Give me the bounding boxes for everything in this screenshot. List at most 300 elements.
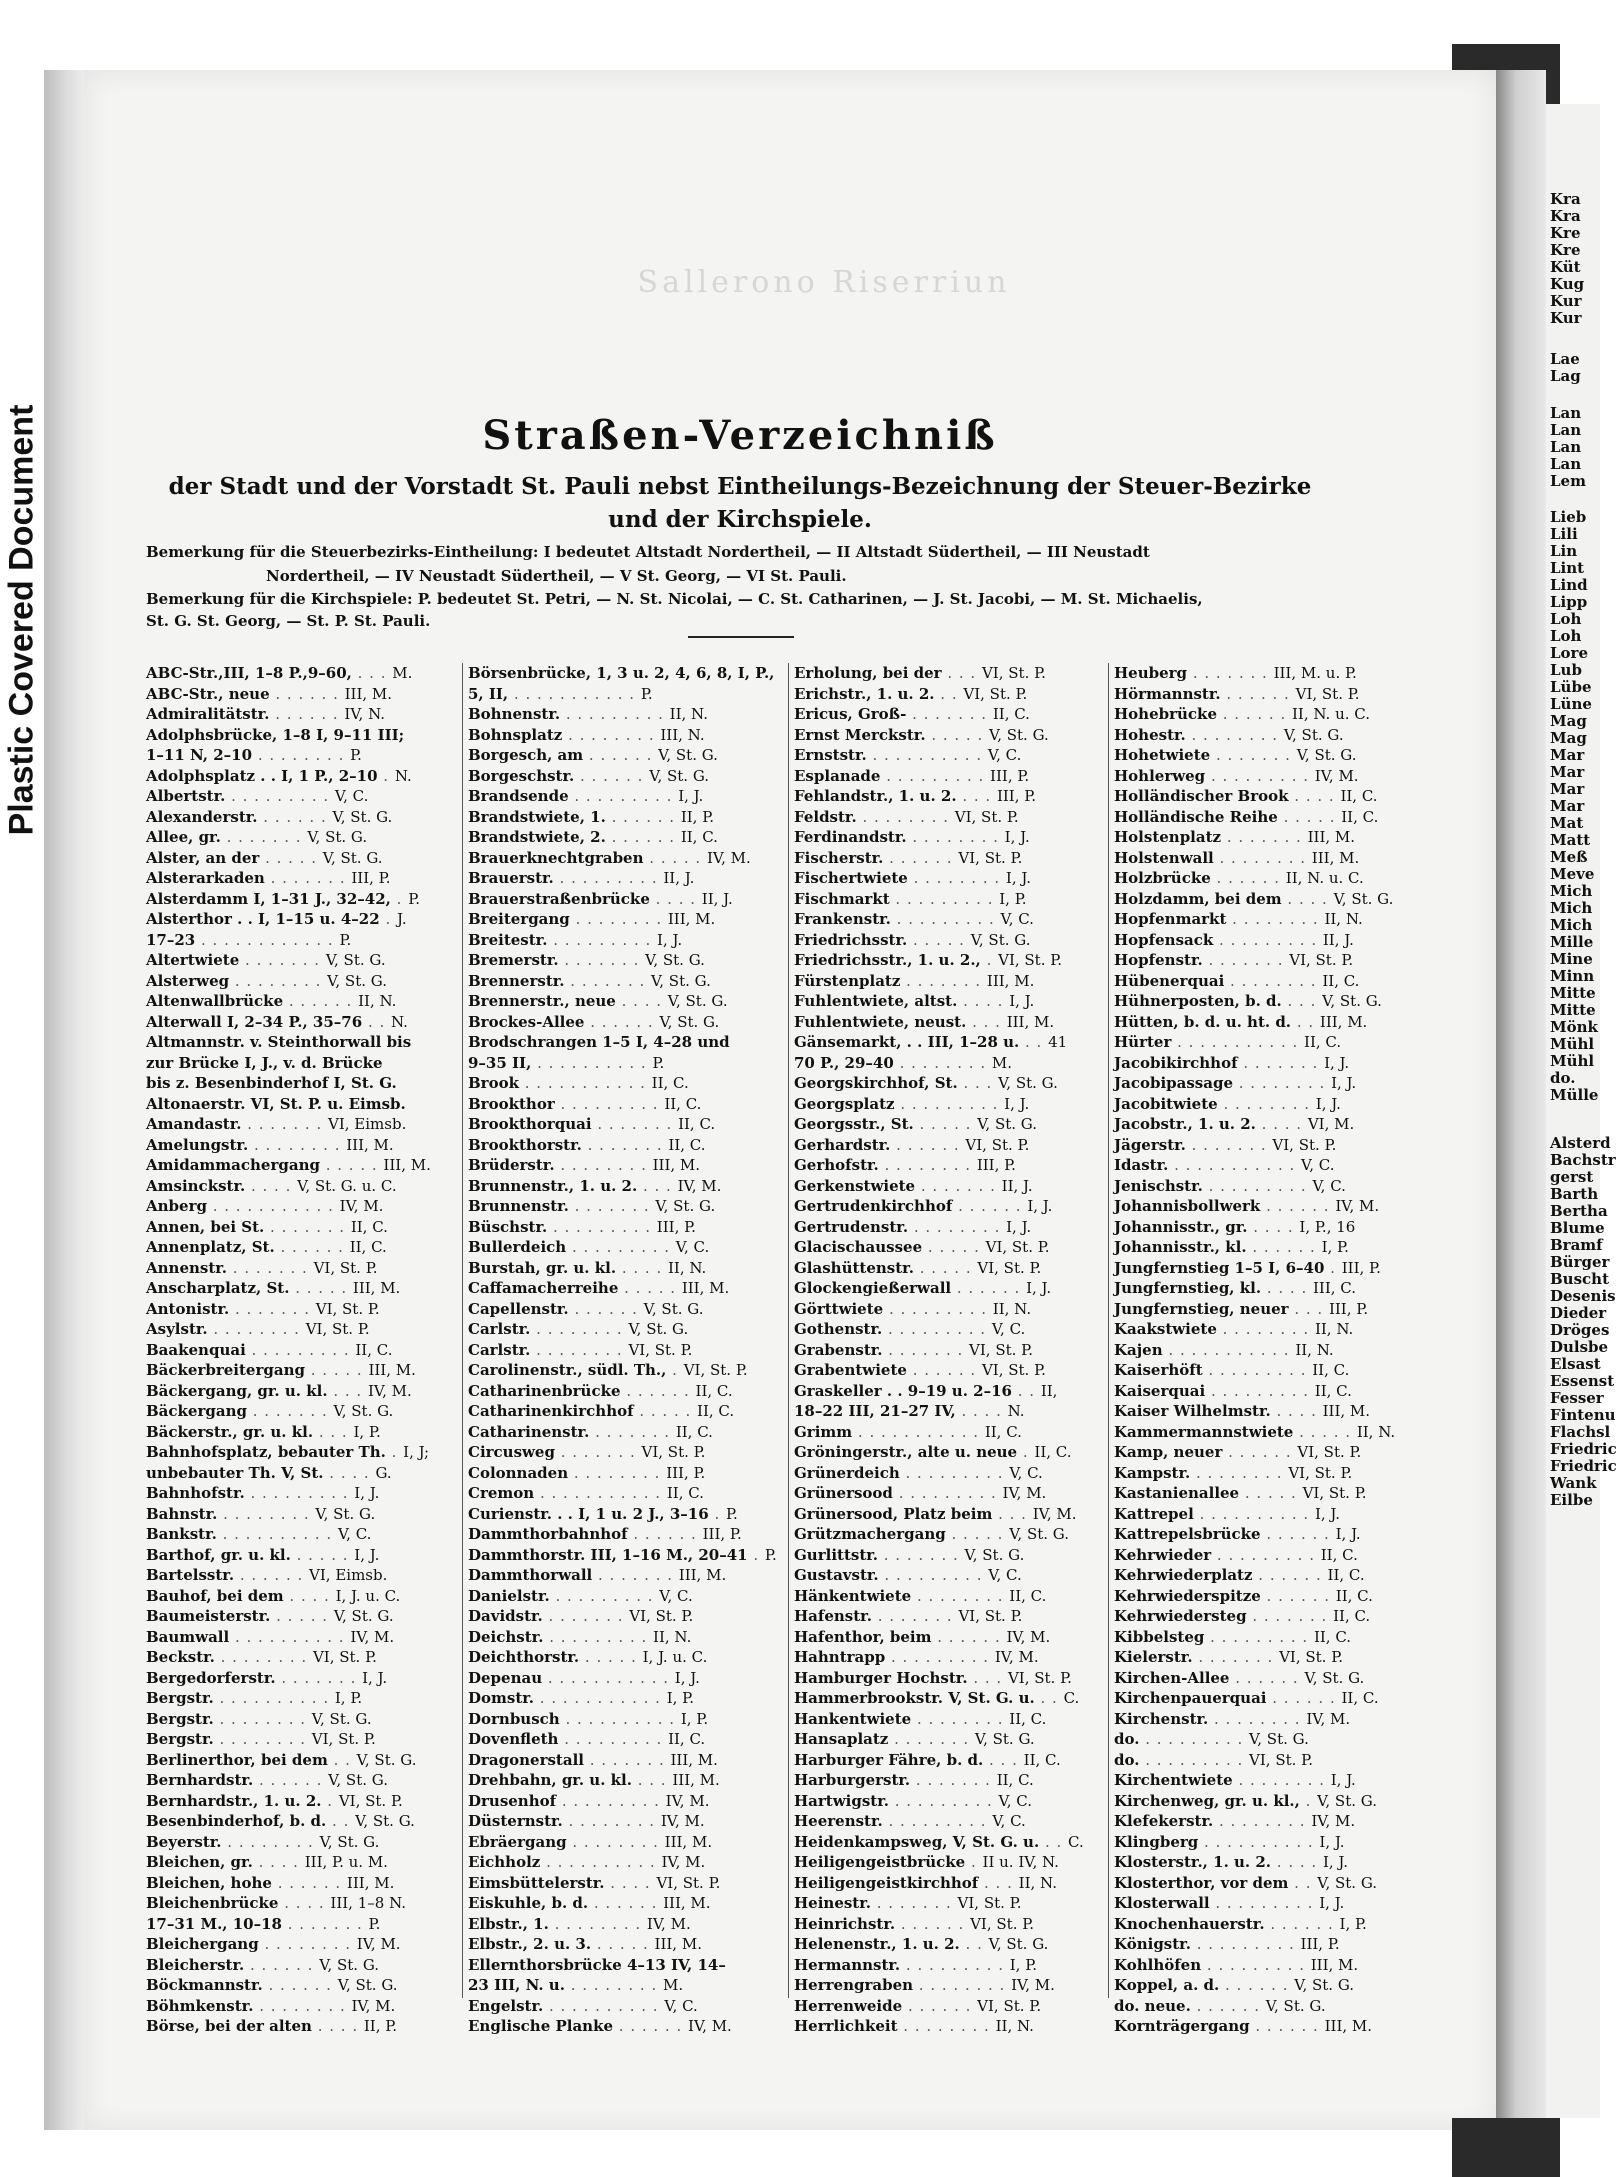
street-entry [146, 1176, 462, 1197]
leader-dots: . . . . . . . [915, 1176, 1002, 1195]
district-code: III, M. [1006, 1012, 1055, 1031]
district-code: N. [391, 1012, 408, 1031]
street-name: Hopfenstr. [1114, 951, 1203, 969]
district-code: VI, St. P. [954, 807, 1019, 826]
street-entry [794, 1114, 1110, 1135]
leader-dots: . . . . . [907, 930, 971, 949]
leader-dots: . . . . . . [1260, 1197, 1336, 1215]
street-entry [1114, 725, 1430, 746]
district-code: VI, St. P. [977, 1996, 1042, 2015]
street-entry [794, 1053, 1110, 1074]
leader-dots: . . . . . . . . [911, 1709, 1010, 1728]
leader-dots: . . . . . . . . [554, 1156, 653, 1174]
street-name: Hohestr. [1114, 725, 1186, 744]
district-code: III, M. [670, 1750, 718, 1769]
street-name: Altmannstr. v. Steinthorwall bis [146, 1033, 412, 1051]
leader-dots: . . . . . . . . [213, 1709, 312, 1728]
district-code: II, P. [680, 807, 715, 826]
street-name: Dragonerstall [468, 1750, 584, 1769]
street-name: Hammerbrookstr. V, St. G. u. [794, 1689, 1035, 1707]
district-code: IV, M. [1006, 1627, 1051, 1646]
street-name: Hahntrapp [794, 1648, 886, 1666]
leader-dots: . . . [956, 787, 997, 805]
street-entry [468, 1217, 784, 1238]
street-name: Allee, gr. [146, 828, 221, 846]
street-entry [1114, 1668, 1430, 1689]
leader-dots: . . . [957, 1074, 999, 1092]
district-code: VI, St. P. [305, 1320, 370, 1338]
leader-dots: . . . . . . . [264, 869, 352, 887]
street-name: Borgeschstr. [468, 766, 575, 785]
street-entry [146, 991, 462, 1012]
street-entry [1114, 1012, 1430, 1033]
district-code: II, N. u. C. [1285, 869, 1364, 887]
next-page-fragment: Lübe [1550, 678, 1592, 696]
leader-dots: . . [327, 1750, 357, 1769]
street-entry [794, 1688, 1110, 1709]
street-name: Heiligengeistkirchhof [794, 1873, 979, 1892]
leader-dots: . . . . . . . . . [549, 1586, 660, 1605]
district-code: I, J. [1335, 1525, 1361, 1543]
street-entry [1114, 807, 1430, 828]
district-code: II, C. [1341, 807, 1379, 826]
street-entry [146, 909, 462, 930]
leader-dots: . . . [966, 1012, 1007, 1031]
street-name: Hopfenmarkt [1114, 910, 1227, 928]
leader-dots: . . . . . . [895, 1914, 971, 1933]
street-name: 70 P., 29–40 [794, 1053, 894, 1072]
district-code: II, J. [1322, 930, 1354, 949]
street-entry [468, 1155, 784, 1176]
leader-dots: . . . . . . . . . [1205, 1381, 1315, 1400]
leader-dots: . . . . . . [1252, 1566, 1328, 1584]
leader-dots: . . . . . . . . . [556, 1791, 666, 1810]
street-name: Hohetwiete [1114, 746, 1211, 764]
street-name: Jungfernstieg 1–5 I, 6–40 [1114, 1258, 1325, 1277]
street-entry [146, 1422, 462, 1443]
street-entry [1114, 1914, 1430, 1935]
street-entry [794, 1278, 1110, 1299]
street-entry [1114, 1237, 1430, 1258]
district-code: II, C. [680, 828, 718, 846]
street-name: Bäckergang [146, 1402, 247, 1420]
street-name: Bernhardstr., 1. u. 2. [146, 1791, 322, 1810]
leader-dots: . . . . . . . [1202, 951, 1290, 969]
book-gutter [1496, 70, 1546, 2130]
district-code: III, M. [1310, 1955, 1359, 1974]
street-name: Altonaerstr. VI, St. P. u. Eimsb. [146, 1094, 406, 1113]
street-name: Alterwall I, 2–34 P., 35–76 [146, 1012, 363, 1031]
street-entry [146, 1975, 462, 1996]
district-code: P. [339, 930, 352, 949]
district-code: 41 [1048, 1033, 1068, 1051]
street-entry [146, 1504, 462, 1525]
street-entry [146, 1340, 462, 1361]
street-name: Fuhlentwiete, altst. [794, 992, 958, 1010]
street-name: Brauerknechtgraben [468, 848, 644, 867]
district-code: V, St. G. [1296, 746, 1357, 764]
district-code: V, St. G. [1009, 1525, 1070, 1543]
street-name: Harburgerstr. [794, 1771, 911, 1789]
street-entry [146, 1319, 462, 1340]
leader-dots: . . . . . . [262, 1976, 338, 1994]
district-code: IV, M. [1002, 1484, 1047, 1502]
street-name: Bahnhofstr. [146, 1484, 245, 1502]
street-name: Breitestr. [468, 930, 548, 949]
district-code: III, P. [666, 1463, 706, 1482]
district-code: IV, M. [1311, 1812, 1356, 1830]
street-column-2 [468, 663, 784, 2035]
street-name: Baakenquai [146, 1340, 246, 1359]
street-entry [468, 766, 784, 787]
street-entry [146, 1545, 462, 1566]
district-code: II, C. [1322, 971, 1360, 990]
street-entry [468, 868, 784, 889]
next-page-fragment: Kur [1550, 292, 1582, 310]
leader-dots: . . . . . . [1266, 1689, 1342, 1707]
street-name: Hamburger Hochstr. [794, 1668, 968, 1687]
leader-dots: . . . . . . . . . [1201, 1955, 1311, 1974]
district-code: III, M. u. P. [1273, 664, 1357, 682]
leader-dots: . . [1034, 1689, 1064, 1707]
street-entry [468, 1258, 784, 1279]
district-code: II, C. [666, 1484, 704, 1502]
street-entry [1114, 1893, 1430, 1914]
street-entry [468, 1073, 784, 1094]
district-code: V, St. G. [1283, 725, 1344, 744]
street-name: Klosterwall [1114, 1894, 1210, 1912]
street-name: Amelungstr. [146, 1135, 249, 1154]
leader-dots: . . . . . . [1222, 1443, 1298, 1461]
district-code: V, St. G. [356, 1750, 417, 1769]
next-page-fragment: Loh [1550, 627, 1582, 645]
street-entry [146, 1668, 462, 1689]
street-entry [794, 1442, 1110, 1463]
next-page-fragment: Lan [1550, 438, 1582, 456]
district-code: VI, St. P. [313, 1258, 378, 1277]
leader-dots: . . . . . . . [542, 1607, 630, 1625]
next-page-fragment: Lipp [1550, 593, 1588, 611]
leader-dots: . . . . . . . . . . . [542, 1668, 675, 1687]
district-code: V, St. G. [658, 746, 718, 764]
street-name: Brookthor [468, 1094, 555, 1113]
street-entry [146, 868, 462, 889]
street-entry [1114, 1442, 1430, 1463]
street-name: Eiskuhle, b. d. [468, 1894, 589, 1912]
leader-dots: . . . [327, 1381, 368, 1400]
leader-dots: . . . . . . . [888, 1730, 975, 1748]
street-entry [146, 1381, 462, 1402]
leader-dots: . . . . . . . . [1224, 971, 1323, 990]
street-entry [468, 1914, 784, 1935]
street-name: do. neue. [1114, 1996, 1191, 2015]
leader-dots: . . . . . . [1264, 1914, 1340, 1933]
street-entry [794, 1463, 1110, 1484]
leader-dots: . . . . . . . . . [899, 1463, 1010, 1482]
leader-dots: . . . . . . [1217, 705, 1292, 723]
district-code: III, M. [667, 910, 716, 928]
leader-dots: . . . . . . [244, 1955, 320, 1974]
street-entry [146, 1032, 462, 1053]
street-name: Annen, bei St. [146, 1217, 265, 1236]
district-code: I, J. [1005, 869, 1031, 887]
district-code: III, M. [654, 1935, 702, 1953]
bleedthrough-title: Sallerono Riserriun [637, 265, 1011, 300]
street-name: Amidammachergang [146, 1156, 320, 1174]
district-code: I, J. [1314, 1504, 1341, 1523]
street-name: Kehrwieder [1114, 1545, 1212, 1564]
leader-dots: . . . . . . . [1187, 664, 1274, 682]
district-code: III, M. [383, 1156, 431, 1174]
next-page-fragment: Mine [1550, 950, 1593, 968]
street-name: Fischmarkt [794, 889, 890, 908]
street-entry [794, 725, 1110, 746]
district-code: V, St. G. [325, 951, 386, 969]
district-code: M. [662, 1976, 684, 1994]
district-code: VI, St. P. [970, 1914, 1035, 1933]
next-page-fragment: Lin [1550, 542, 1578, 560]
leader-dots: . . . . . . . . . . . [518, 1074, 652, 1092]
leader-dots: . . . . . . . . . [568, 787, 679, 805]
street-name: Circusweg [468, 1443, 555, 1461]
next-page-fragment: Mich [1550, 899, 1593, 917]
street-entry [1114, 1258, 1430, 1279]
street-entry [794, 1422, 1110, 1443]
street-name: Englische Planke [468, 2017, 614, 2035]
street-entry [794, 868, 1110, 889]
title-rule [688, 636, 794, 638]
next-page-fragment: Mich [1550, 882, 1593, 900]
district-code: III, M. [1307, 828, 1356, 846]
street-entry [468, 1586, 784, 1607]
district-code: III, M. [678, 1566, 727, 1584]
district-code: III, M. [1324, 2017, 1373, 2035]
leader-dots: . . . . . [945, 1525, 1010, 1543]
leader-dots: . . . . . [633, 1402, 698, 1420]
district-code: I, J. [674, 1668, 700, 1687]
street-entry [794, 1770, 1110, 1791]
street-entry [468, 1606, 784, 1627]
street-entry [468, 1668, 784, 1689]
street-name: Hörmannstr. [1114, 684, 1221, 703]
street-entry [468, 1463, 784, 1484]
district-code: I, J. [1330, 1771, 1356, 1789]
street-entry [146, 1114, 462, 1135]
street-name: 5, II, [468, 684, 509, 703]
street-name: Gerhofstr. [794, 1156, 879, 1174]
street-name: Hartwigstr. [794, 1791, 889, 1810]
street-name: Asylstr. [146, 1320, 208, 1338]
street-name: Herrlichkeit [794, 2017, 898, 2035]
street-entry [468, 1934, 784, 1955]
street-entry [468, 1237, 784, 1258]
leader-dots: . . . [1281, 992, 1323, 1010]
district-code: V, St. G. [315, 1504, 376, 1523]
street-entry [146, 1442, 462, 1463]
street-entry [146, 1627, 462, 1648]
street-entry [794, 1565, 1110, 1586]
leader-dots: . . . . . . . . . [554, 1094, 665, 1113]
district-code: V, St. G. [628, 1320, 689, 1338]
next-page-fragment: Dröges [1550, 1321, 1610, 1339]
street-name: Herrenweide [794, 1996, 903, 2015]
leader-dots: . [379, 910, 397, 928]
leader-dots: . . . . . . . . . . [559, 1709, 681, 1728]
leader-dots: . . . . . . . . [1213, 848, 1312, 867]
leader-dots: . . . . . . . . . [892, 1484, 1003, 1502]
leader-dots: . [377, 766, 395, 785]
street-entry [1114, 1114, 1430, 1135]
district-code: IV, M. [661, 1853, 706, 1871]
leader-dots: . . . . . . . . . . . [534, 1689, 667, 1707]
street-entry [146, 1299, 462, 1320]
street-entry [468, 663, 784, 684]
leader-dots: . . . . . . . . [214, 1648, 313, 1666]
street-name: Erichstr., 1. u. 2. [794, 684, 935, 703]
leader-dots: . . [1291, 1012, 1320, 1031]
district-code: I, J. [1331, 1074, 1357, 1092]
street-entry [146, 1217, 462, 1238]
leader-dots: . . . . . . . [910, 1771, 997, 1789]
leader-dots: . . . . . . . . . [1139, 1730, 1250, 1748]
district-code: VI, Eimsb. [309, 1566, 388, 1584]
street-entry [146, 1996, 462, 2017]
district-code: V, St. G. [667, 992, 728, 1010]
street-name: Gurlittstr. [794, 1545, 878, 1564]
street-name: Brandsende [468, 787, 569, 805]
street-name: Brandstwiete, 2. [468, 828, 606, 846]
street-entry [794, 1401, 1110, 1422]
street-name: Kibbelsteg [1114, 1627, 1205, 1646]
street-entry [468, 1094, 784, 1115]
street-entry [146, 971, 462, 992]
district-code: VI, St. P. [963, 684, 1028, 703]
leader-dots: . . . . . . . [900, 971, 987, 990]
leader-dots: . . . . [1247, 1217, 1300, 1236]
leader-dots: . . . . . . . . . [883, 1299, 993, 1318]
leader-dots: . . . . [1281, 889, 1334, 908]
district-code: I, J. [657, 930, 683, 949]
street-entry [468, 1483, 784, 1504]
district-code: II, C. [1009, 1586, 1047, 1605]
leader-dots: . . . . . . . . [229, 971, 328, 990]
district-code: IV, N. [344, 705, 386, 723]
street-entry [146, 745, 462, 766]
district-code: VI, St. P. [1297, 1443, 1362, 1461]
street-entry [1114, 1340, 1430, 1361]
next-page-fragment: Mühl [1550, 1035, 1595, 1053]
district-code: V, C. [334, 787, 369, 805]
leader-dots: . . . . . . . . [258, 1935, 357, 1953]
leader-dots: . . . . . . . . [878, 1156, 977, 1174]
district-code: II, N. [1324, 910, 1363, 928]
street-name: Gertrudenkirchhof [794, 1197, 953, 1215]
street-name: Hansaplatz [794, 1730, 889, 1748]
leader-dots: . . [326, 1812, 356, 1830]
district-code: V, St. G. [307, 828, 368, 846]
district-code: VI, St. P. [1295, 684, 1360, 703]
street-entry [1114, 1955, 1430, 1976]
street-entry [468, 991, 784, 1012]
leader-dots: . . . . . . . . [911, 1586, 1010, 1605]
street-entry [146, 1832, 462, 1853]
street-name: Bauhof, bei dem [146, 1586, 284, 1605]
street-name: Hohlerweg [1114, 766, 1206, 785]
next-page-fragment: Mar [1550, 746, 1585, 764]
street-entry [794, 1258, 1110, 1279]
district-code: IV, M. [688, 2017, 732, 2035]
street-entry [1114, 1504, 1430, 1525]
next-page-fragment: Dulsbe [1550, 1338, 1609, 1356]
district-code: V, St. G. [974, 1730, 1035, 1748]
leader-dots: . . . . . . . . . [1204, 1627, 1314, 1646]
street-name: Jungfernstieg, kl. [1114, 1279, 1262, 1297]
district-code: V, St. G. [333, 1607, 394, 1625]
street-entry [146, 1606, 462, 1627]
leader-dots: . . . . . . [234, 1566, 310, 1584]
leader-dots: . [980, 951, 999, 969]
district-code: I, J. [1319, 1832, 1345, 1851]
street-name: Curienstr. . . I, 1 u. 2 J., 3–16 [468, 1504, 709, 1523]
street-entry [794, 2016, 1110, 2037]
street-name: Grimm [794, 1422, 853, 1441]
district-code: III, N. [660, 725, 705, 744]
district-code: V, St. G. [1249, 1730, 1309, 1748]
district-code: III, M. [344, 684, 393, 703]
street-entry [794, 1934, 1110, 1955]
next-page-fragment: Lan [1550, 421, 1582, 439]
street-entry [468, 930, 784, 951]
column-divider [788, 663, 789, 1998]
street-entry [794, 950, 1110, 971]
street-entry [794, 991, 1110, 1012]
leader-dots: . . . . . . . [227, 1258, 314, 1277]
street-entry [794, 1319, 1110, 1340]
street-entry [794, 1135, 1110, 1156]
street-entry [1114, 1217, 1430, 1238]
street-entry [794, 1873, 1110, 1894]
street-name: Burstah, gr. u. kl. [468, 1258, 617, 1277]
street-name: Grünerdeich [794, 1463, 900, 1482]
street-name: 1–11 N, 2–10 [146, 746, 253, 764]
street-entry [794, 663, 1110, 684]
street-entry [1114, 1688, 1430, 1709]
street-entry [1114, 868, 1430, 889]
next-page-fragment: Lore [1550, 644, 1588, 662]
district-code: II, C. [1314, 1381, 1352, 1400]
street-column-4 [1114, 663, 1430, 2035]
leader-dots: . . . . . . . . [213, 1730, 312, 1748]
street-name: Berlinerthor, bei dem [146, 1750, 328, 1769]
district-code: III, M. [346, 1135, 394, 1154]
street-name: Kattrepel [1114, 1504, 1194, 1523]
street-name: Adolphsbrücke, 1–8 I, 9–11 III; [146, 725, 405, 744]
street-name: Königstr. [1114, 1935, 1191, 1953]
district-code: I, P. [1009, 1955, 1038, 1974]
street-entry [146, 1258, 462, 1279]
street-entry [1114, 745, 1430, 766]
district-code: VI, St. P. [1279, 1648, 1344, 1666]
next-page-fragment: do. [1550, 1069, 1576, 1087]
leader-dots: . . . . . . . . . [1190, 1935, 1301, 1953]
district-code: I, P. [666, 1689, 694, 1707]
leader-dots: . . . . . . . [1237, 1053, 1325, 1072]
next-page-fragment: Blume [1550, 1219, 1605, 1237]
district-code: III, M. [352, 1279, 401, 1297]
street-entry [146, 1463, 462, 1484]
street-name: Bohnsplatz [468, 725, 563, 744]
leader-dots: . . . . . . . . [569, 910, 668, 928]
